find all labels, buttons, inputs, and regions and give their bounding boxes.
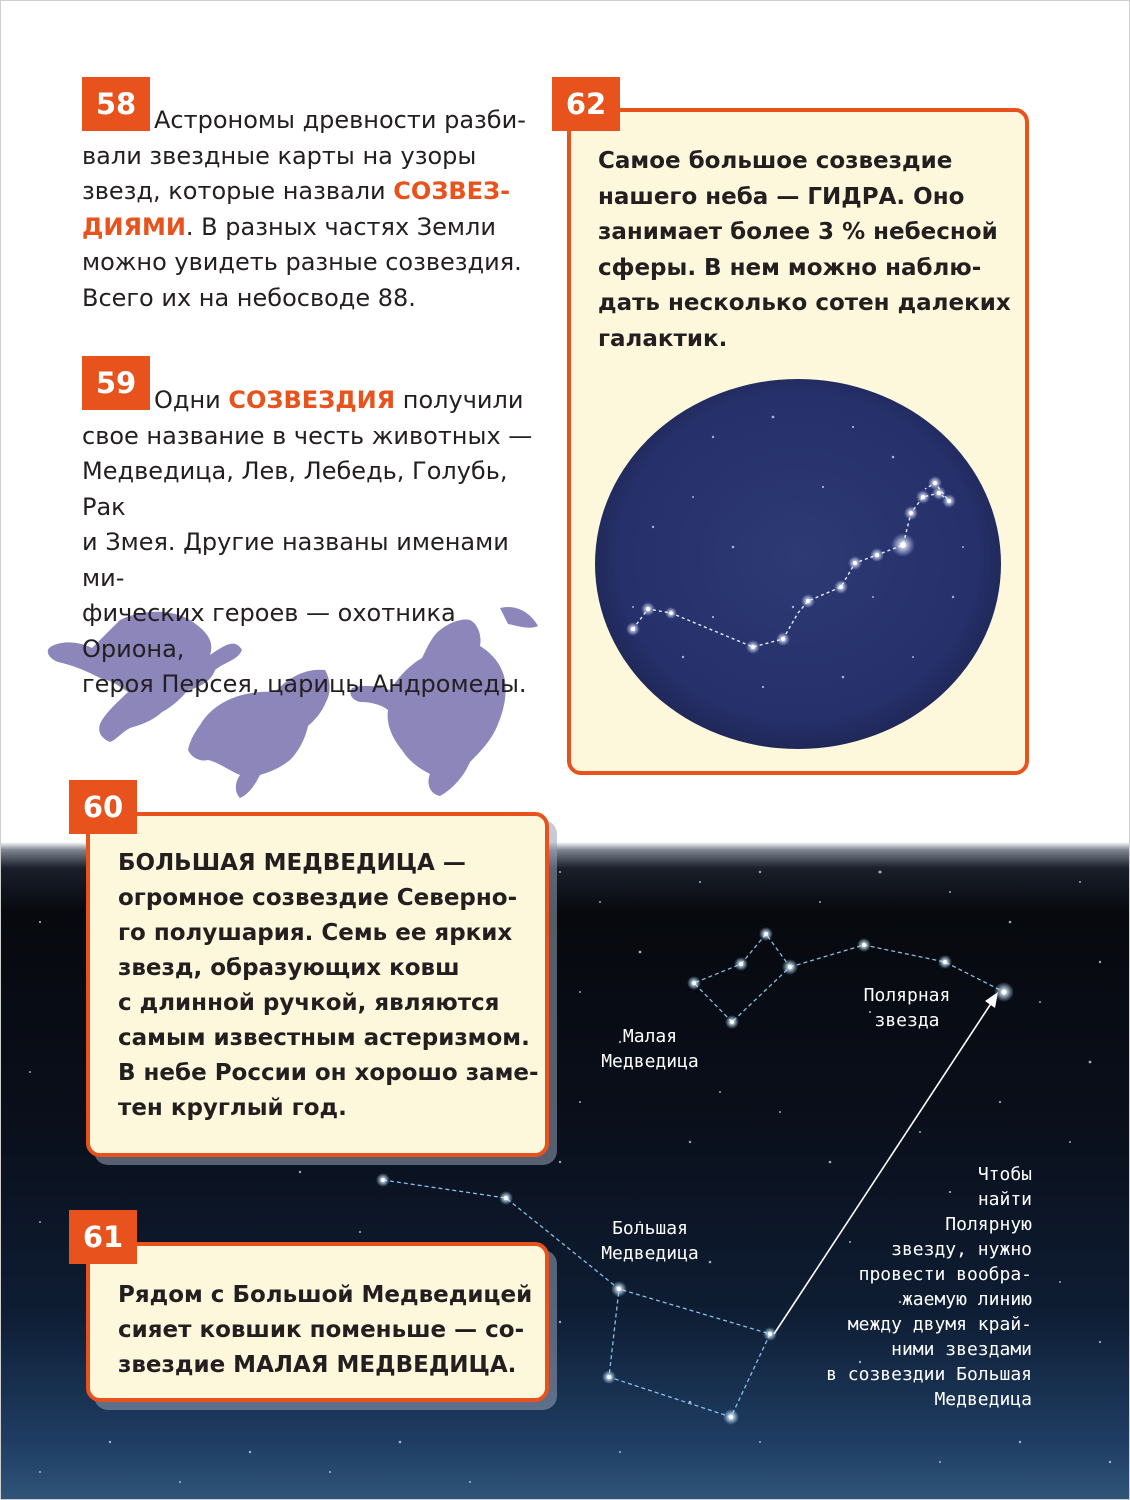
fact-61-line: Рядом с Большой Медведицей [118,1282,533,1308]
fact-60-text [118,846,539,1126]
label-line: между двумя край- [847,1314,1032,1335]
fact-58-line-1: Астрономы древности разби- [154,106,526,134]
fact-60-line: тен круглый год. [118,1095,347,1121]
fact-62-line: дать несколько сотен далеких [598,290,1011,316]
fact-61-line: сияет ковшик поменьше — со- [118,1317,525,1343]
fact-badge-58: 58 [82,77,150,131]
label-big-dipper [585,1216,715,1266]
fact-60-card [86,812,549,1157]
fact-60-line: огромное созвездие Северно- [118,885,518,911]
fact-58-line-5: можно увидеть разные созвездия. [82,248,522,276]
fact-60-line: звезд, образующих ковш [118,955,460,981]
label-line: Медведица [934,1389,1032,1410]
fact-60-line: В небе России он хорошо заме- [118,1060,539,1086]
label-line: Большая [612,1218,688,1239]
fact-60-line: самым известным астеризмом. [118,1025,530,1051]
hydra-disc [595,379,1001,749]
label-polaris [842,983,972,1033]
label-line: Полярная [863,985,951,1006]
fact-61-line: звездие МАЛАЯ МЕДВЕДИЦА. [118,1352,517,1378]
fact-58-line-6: Всего их на небосводе 88. [82,283,416,312]
label-line: найти [977,1189,1032,1210]
label-line: жаемую линию [901,1289,1032,1310]
fact-62-line: нашего неба — ГИДРА. Оно [598,183,965,210]
fact-61-text [118,1278,532,1383]
label-line: звезда [874,1010,940,1031]
fact-60-line: БОЛЬШАЯ МЕДВЕДИЦА — [118,850,466,876]
fact-61-card [86,1242,549,1402]
fact-59-line-6: героя Персея, царицы Андромеды. [82,670,527,698]
fact-58-line-2: вали звездные карты на узоры [82,141,477,170]
label-line: Полярную [945,1214,1032,1235]
fact-badge-59: 59 [82,356,150,410]
fact-59-line-1b: получили [395,386,524,414]
label-line: в созвездии Большая [826,1364,1032,1385]
fact-62-line: сферы. В нем можно наблю- [598,254,982,281]
label-line: Малая [622,1026,678,1047]
fact-58-text [82,103,552,316]
fact-59-line-2: свое название в честь животных — [82,421,533,450]
label-line: Медведица [601,1051,699,1072]
fact-62-line: Самое большое созвездие [598,148,953,174]
fact-59-highlight: СОЗВЕЗДИЯ [228,386,396,414]
fact-badge-60: 60 [69,780,137,834]
label-line: ними звездами [891,1339,1032,1360]
fact-59-line-1a: Одни [154,386,229,414]
fact-badge-62: 62 [552,77,620,131]
label-line: провести вообра- [858,1264,1032,1285]
label-line: звезду, нужно [891,1239,1032,1260]
fact-58-highlight-1: СОЗВЕЗ- [393,177,511,205]
label-little-dipper [585,1024,715,1074]
fact-60-line: с длинной ручкой, являются [118,990,500,1016]
fact-59-line-5: фических героев — охотника Ориона, [82,599,456,663]
fact-58-highlight-2: ДИЯМИ [82,212,186,241]
fact-62-line: галактик. [598,325,728,352]
fact-58-line-3: звезд, которые назвали [82,177,394,205]
label-hint [800,1162,1032,1412]
fact-62-text [598,144,1011,357]
fact-62-card [567,108,1029,775]
fact-59-text [82,383,552,703]
fact-badge-61: 61 [69,1210,137,1264]
fact-59-line-3: Медведица, Лев, Лебедь, Голубь, Рак [82,457,508,521]
label-line: Чтобы [977,1164,1032,1185]
hydra-constellation [593,377,1003,752]
fact-62-line: занимает более 3 % небесной [598,219,998,245]
fact-59-line-4: и Змея. Другие названы именами ми- [82,528,509,592]
label-line: Медведица [601,1243,699,1264]
fact-58-line-4: . В разных частях Земли [185,212,496,241]
fact-60-line: го полушария. Семь ее ярких [118,920,513,946]
